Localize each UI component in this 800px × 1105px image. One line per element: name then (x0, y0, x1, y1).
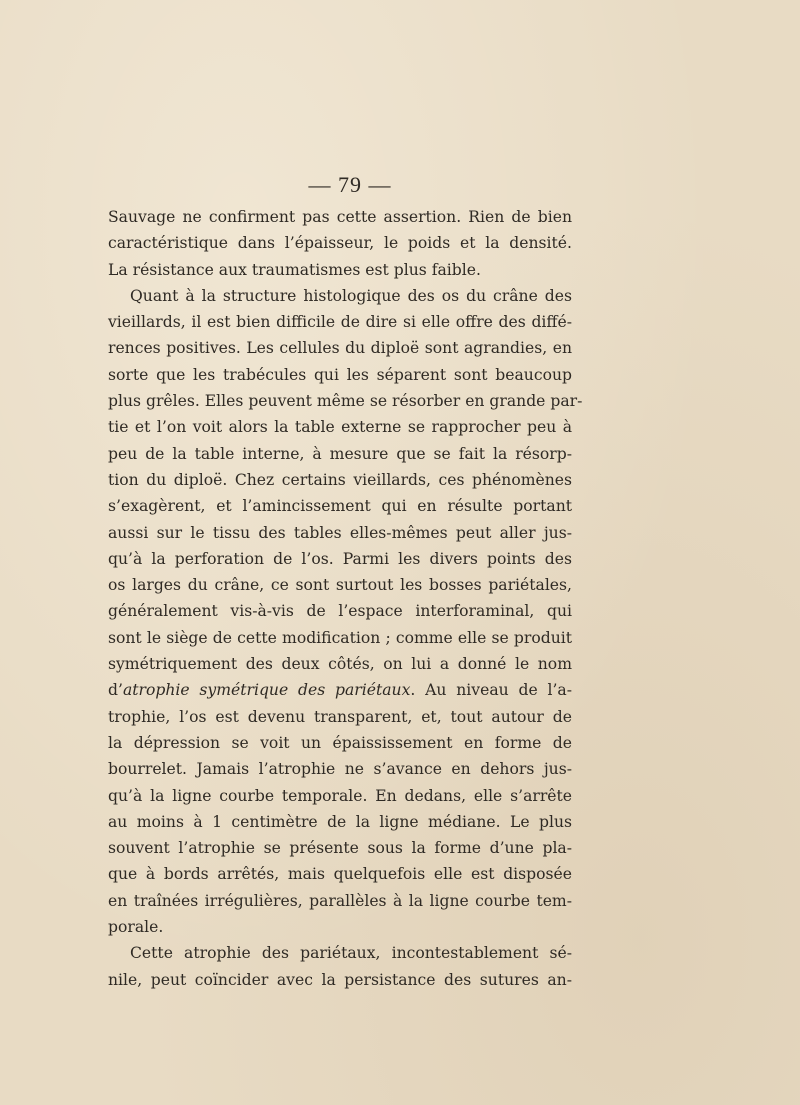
text-line: la dépression se voit un épaississement en forme de (108, 733, 572, 752)
text-line: sont le siège de cette modification ; comme elle se produit (108, 628, 572, 647)
text-suffix: . Au niveau de l’a- (410, 681, 572, 700)
text-line: caractéristique dans l’épaisseur, le poids et la densité. (108, 234, 572, 253)
text-line: symétriquement des deux côtés, on lui a donné le nom (108, 655, 572, 674)
text-line: au moins à 1 centimètre de la ligne médiane. Le plus (108, 812, 572, 831)
text-line: peu de la table interne, à mesure que se fait la résorp- (108, 444, 572, 463)
text-line: Sauvage ne confirment pas cette assertion. Rien de bien (108, 208, 572, 226)
text-line: os larges du crâne, ce sont surtout les bosses pariétales, (108, 576, 572, 595)
text-line: bourrelet. Jamais l’atrophie ne s’avance en dehors jus- (108, 760, 572, 779)
text-line: aussi sur le tissu des tables elles-mêmes peut aller jus- (108, 523, 572, 542)
text-line: qu’à la perforation de l’os. Parmi les divers points des (108, 549, 572, 568)
text-prefix: d’ (108, 681, 123, 700)
text-line: souvent l’atrophie se présente sous la forme d’une pla- (108, 839, 572, 858)
text-line: trophie, l’os est devenu transparent, et, tout autour de (108, 707, 572, 726)
text-line: tie et l’on voit alors la table externe se rapprocher peu à (108, 418, 572, 437)
text-line: que à bords arrêtés, mais quelquefois elle est disposée (108, 865, 572, 884)
body-text (108, 204, 583, 993)
page-number: — 79 — (308, 172, 392, 197)
italic-term: atrophie symétrique des pariétaux (122, 681, 411, 700)
text-line: sorte que les trabécules qui les séparent sont beaucoup (108, 365, 572, 384)
text-line: qu’à la ligne courbe temporale. En dedans, elle s’arrête (108, 786, 572, 805)
text-line: s’exagèrent, et l’amincissement qui en résulte portant (108, 497, 572, 516)
text-line: porale. (108, 918, 164, 937)
text-line: nile, peut coïncider avec la persistance des sutures an- (108, 970, 572, 989)
text-line: vieillards, il est bien difficile de dire si elle offre des diffé- (108, 313, 572, 332)
text-line: généralement vis-à-vis de l’espace interforaminal, qui (108, 602, 572, 621)
text-line: plus grêles. Elles peuvent même se résorber en grande par- (108, 392, 583, 411)
text-line: tion du diploë. Chez certains vieillards, ces phénomènes (108, 470, 572, 489)
paragraph-start-line: Cette atrophie des pariétaux, incontestablement sé- (130, 944, 572, 963)
text-line-italic-term (108, 677, 572, 703)
paragraph-start-line: Quant à la structure histologique des os du crâne des (130, 286, 572, 305)
text-line: rences positives. Les cellules du diploë sont agrandies, en (108, 339, 572, 358)
text-line: en traînées irrégulières, parallèles à la ligne courbe tem- (108, 891, 572, 910)
text-line: La résistance aux traumatismes est plus faible. (108, 260, 481, 279)
